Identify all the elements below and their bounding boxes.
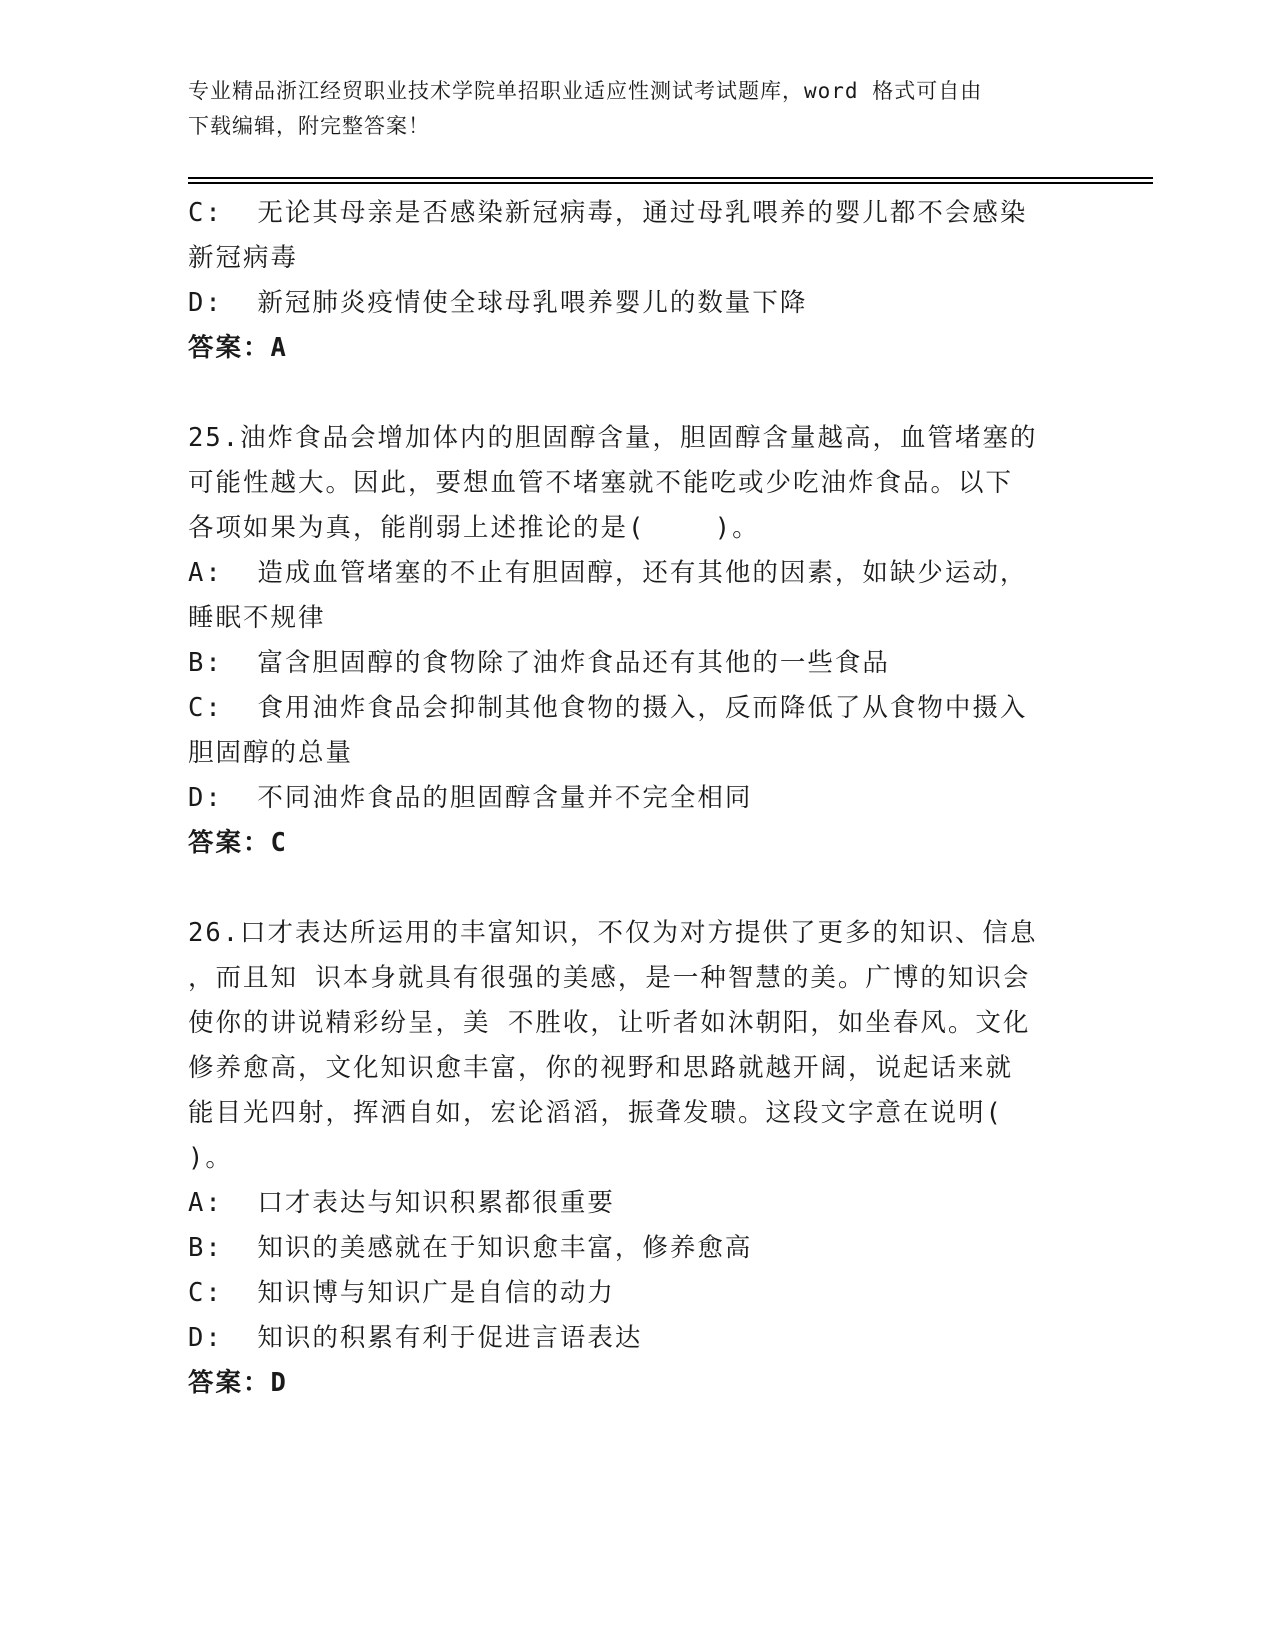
option-a: A: 口才表达与知识积累都很重要: [188, 1188, 615, 1218]
header-line-2: 下载编辑，附完整答案！: [188, 114, 430, 138]
answer: 答案：C: [188, 828, 288, 858]
question-stem: 能目光四射，挥洒自如，宏论滔滔，振聋发聩。这段文字意在说明(: [188, 1098, 1003, 1128]
document-body: [188, 191, 1078, 1406]
option-b: B: 富含胆固醇的食物除了油炸食品还有其他的一些食品: [188, 648, 890, 678]
spacer: [188, 866, 1078, 911]
option-a-continued: 睡眠不规律: [188, 603, 326, 633]
option-d: D: 新冠肺炎疫情使全球母乳喂养婴儿的数量下降: [188, 288, 808, 318]
question-stem: 使你的讲说精彩纷呈，美 不胜收，让听者如沐朝阳，如坐春风。文化: [188, 1008, 1031, 1038]
document-header: [188, 74, 1068, 144]
answer: 答案：D: [188, 1368, 288, 1398]
option-a: A: 造成血管堵塞的不止有胆固醇，还有其他的因素，如缺少运动，: [188, 558, 1028, 588]
header-line-1: 专业精品浙江经贸职业技术学院单招职业适应性测试考试题库，word 格式可自由: [188, 79, 983, 103]
question-stem: 25.油炸食品会增加体内的胆固醇含量，胆固醇含量越高，血管堵塞的: [188, 423, 1038, 453]
question-25: [188, 416, 1078, 866]
option-c: C: 食用油炸食品会抑制其他食物的摄入，反而降低了从食物中摄入: [188, 693, 1028, 723]
header-rule-bottom: [188, 182, 1153, 184]
answer: 答案：A: [188, 333, 288, 363]
question-stem: ，而且知 识本身就具有很强的美感，是一种智慧的美。广博的知识会: [188, 963, 1031, 993]
question-stem: 可能性越大。因此，要想血管不堵塞就不能吃或少吃油炸食品。以下: [188, 468, 1014, 498]
question-stem: )。: [188, 1143, 233, 1173]
option-b: B: 知识的美感就在于知识愈丰富，修养愈高: [188, 1233, 753, 1263]
option-c-continued: 胆固醇的总量: [188, 738, 354, 768]
option-d: D: 不同油炸食品的胆固醇含量并不完全相同: [188, 783, 753, 813]
question-24-tail: [188, 191, 1078, 371]
header-rule-top: [188, 177, 1153, 179]
option-c-continued: 新冠病毒: [188, 243, 299, 273]
question-26: [188, 911, 1078, 1406]
question-stem: 修养愈高，文化知识愈丰富，你的视野和思路就越开阔，说起话来就: [188, 1053, 1014, 1083]
option-c: C: 无论其母亲是否感染新冠病毒，通过母乳喂养的婴儿都不会感染: [188, 198, 1028, 228]
option-c: C: 知识博与知识广是自信的动力: [188, 1278, 615, 1308]
question-stem: 26.口才表达所运用的丰富知识，不仅为对方提供了更多的知识、信息: [188, 918, 1038, 948]
spacer: [188, 371, 1078, 416]
question-stem: 各项如果为真，能削弱上述推论的是( )。: [188, 513, 760, 543]
option-d: D: 知识的积累有利于促进言语表达: [188, 1323, 643, 1353]
